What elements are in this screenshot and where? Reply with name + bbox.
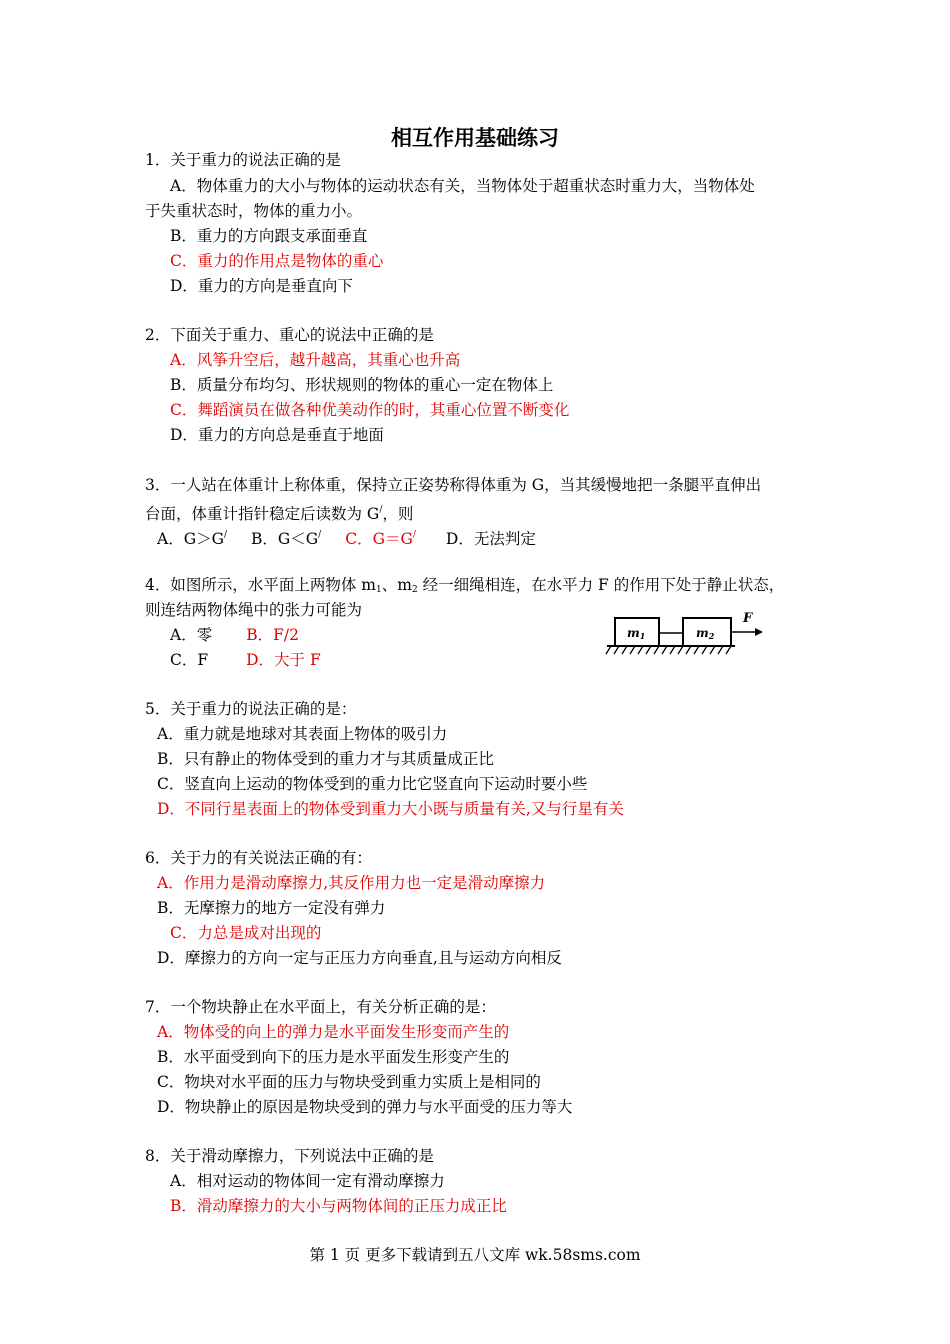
q4-stem-part1: 4．如图所示，水平面上两物体 m [145,576,376,594]
q8-stem: 8．关于滑动摩擦力，下列说法中正确的是 [145,1147,434,1165]
q1-option-b: B．重力的方向跟支承面垂直 [170,227,368,245]
prime-mark: / [412,530,416,540]
q7-stem: 7．一个物块静止在水平面上，有关分析正确的是： [145,998,496,1016]
q3-options [157,524,536,550]
q7-option-b: B．水平面受到向下的压力是水平面发生形变产生的 [157,1048,510,1066]
q3-option-c [345,530,416,548]
prime-mark: / [223,530,228,540]
q4-option-b: B．F/2 [246,626,299,644]
q1-stem: 1．关于重力的说法正确的是 [145,151,341,169]
q1-option-c: C．重力的作用点是物体的重心 [170,252,384,270]
q5-stem: 5．关于重力的说法正确的是： [145,700,357,718]
q7-option-c: C．物块对水平面的压力与物块受到重力实质上是相同的 [157,1073,541,1091]
label-m1: m1 [627,626,646,641]
q3-stem-text: 台面，体重计指针稳定后读数为 G [145,505,380,523]
q5-option-b: B．只有静止的物体受到的重力才与其质量成正比 [157,750,494,768]
q6-stem: 6．关于力的有关说法正确的有： [145,849,372,867]
q4-options-row1 [170,624,299,646]
q1-option-d: D．重力的方向是垂直向下 [170,277,353,295]
subscript-1: 1 [376,585,382,595]
q3-option-b-text: B．G＜G [251,530,319,548]
q2-option-d: D．重力的方向总是垂直于地面 [170,426,384,444]
q4-stem-part2: 、m [381,576,412,594]
q3-option-c-text: C．G＝G [345,530,413,548]
q6-option-a: A．作用力是滑动摩擦力,其反作用力也一定是滑动摩擦力 [157,874,546,892]
page-footer: 第 1 页 更多下载请到五八文库 wk.58sms.com [309,1246,641,1264]
q5-option-a: A．重力就是地球对其表面上物体的吸引力 [157,725,448,743]
q8-option-b: B．滑动摩擦力的大小与两物体间的正压力成正比 [170,1197,507,1215]
q5-option-c: C．竖直向上运动的物体受到的重力比它竖直向下运动时要小些 [157,775,588,793]
q6-option-b: B．无摩擦力的地方一定没有弹力 [157,899,386,917]
label-f: F [743,611,753,626]
prime-mark: / [318,530,322,540]
q3-option-a [157,530,227,548]
q6-option-c: C．力总是成对出现的 [170,924,322,942]
q2-option-b: B．质量分布均匀、形状规则的物体的重心一定在物体上 [170,376,554,394]
q1-option-a-cont: 于失重状态时，物体的重力小。 [145,202,363,220]
ground-hatching [606,646,731,654]
q4-option-a: A．零 [170,626,213,644]
q3-stem-cont [145,499,413,525]
q4-stem [145,574,784,601]
q4-option-d: D．大于 F [246,651,321,669]
q3-option-d: D．无法判定 [445,530,536,548]
q4-stem-part3: 经一细绳相连，在水平力 F 的作用下处于静止状态， [417,576,785,594]
label-m2: m2 [696,626,715,641]
q3-option-b [251,530,321,548]
q2-stem: 2．下面关于重力、重心的说法中正确的是 [145,326,434,344]
q3-option-a-text: A．G＞G [157,530,224,548]
q8-option-a: A．相对运动的物体间一定有滑动摩擦力 [170,1172,445,1190]
prime-mark: / [379,505,383,515]
subscript-2: 2 [411,585,418,595]
q2-option-c: C．舞蹈演员在做各种优美动作的时，其重心位置不断变化 [170,401,570,419]
q3-stem-end: ，则 [382,505,414,523]
q4-option-c: C．F [170,651,209,669]
page-title: 相互作用基础练习 [391,125,559,150]
q2-option-a: A．风筝升空后，越升越高，其重心也升高 [170,351,461,369]
force-arrow-head [755,628,763,636]
q4-options-row2 [170,649,321,671]
q3-stem: 3．一人站在体重计上称体重，保持立正姿势称得体重为 G，当其缓慢地把一条腿平直伸出 [145,476,762,494]
q7-option-d: D．物块静止的原因是物块受到的弹力与水平面受的压力等大 [157,1098,573,1116]
q1-option-a: A．物体重力的大小与物体的运动状态有关，当物体处于超重状态时重力大，当物体处 [170,177,755,195]
q5-option-d: D．不同行星表面上的物体受到重力大小既与质量有关,又与行星有关 [157,800,624,818]
two-blocks-figure [605,604,765,660]
q4-stem-cont: 则连结两物体绳中的张力可能为 [145,601,363,619]
q7-option-a: A．物体受的向上的弹力是水平面发生形变而产生的 [157,1023,510,1041]
q6-option-d: D．摩擦力的方向一定与正压力方向垂直,且与运动方向相反 [157,949,562,967]
